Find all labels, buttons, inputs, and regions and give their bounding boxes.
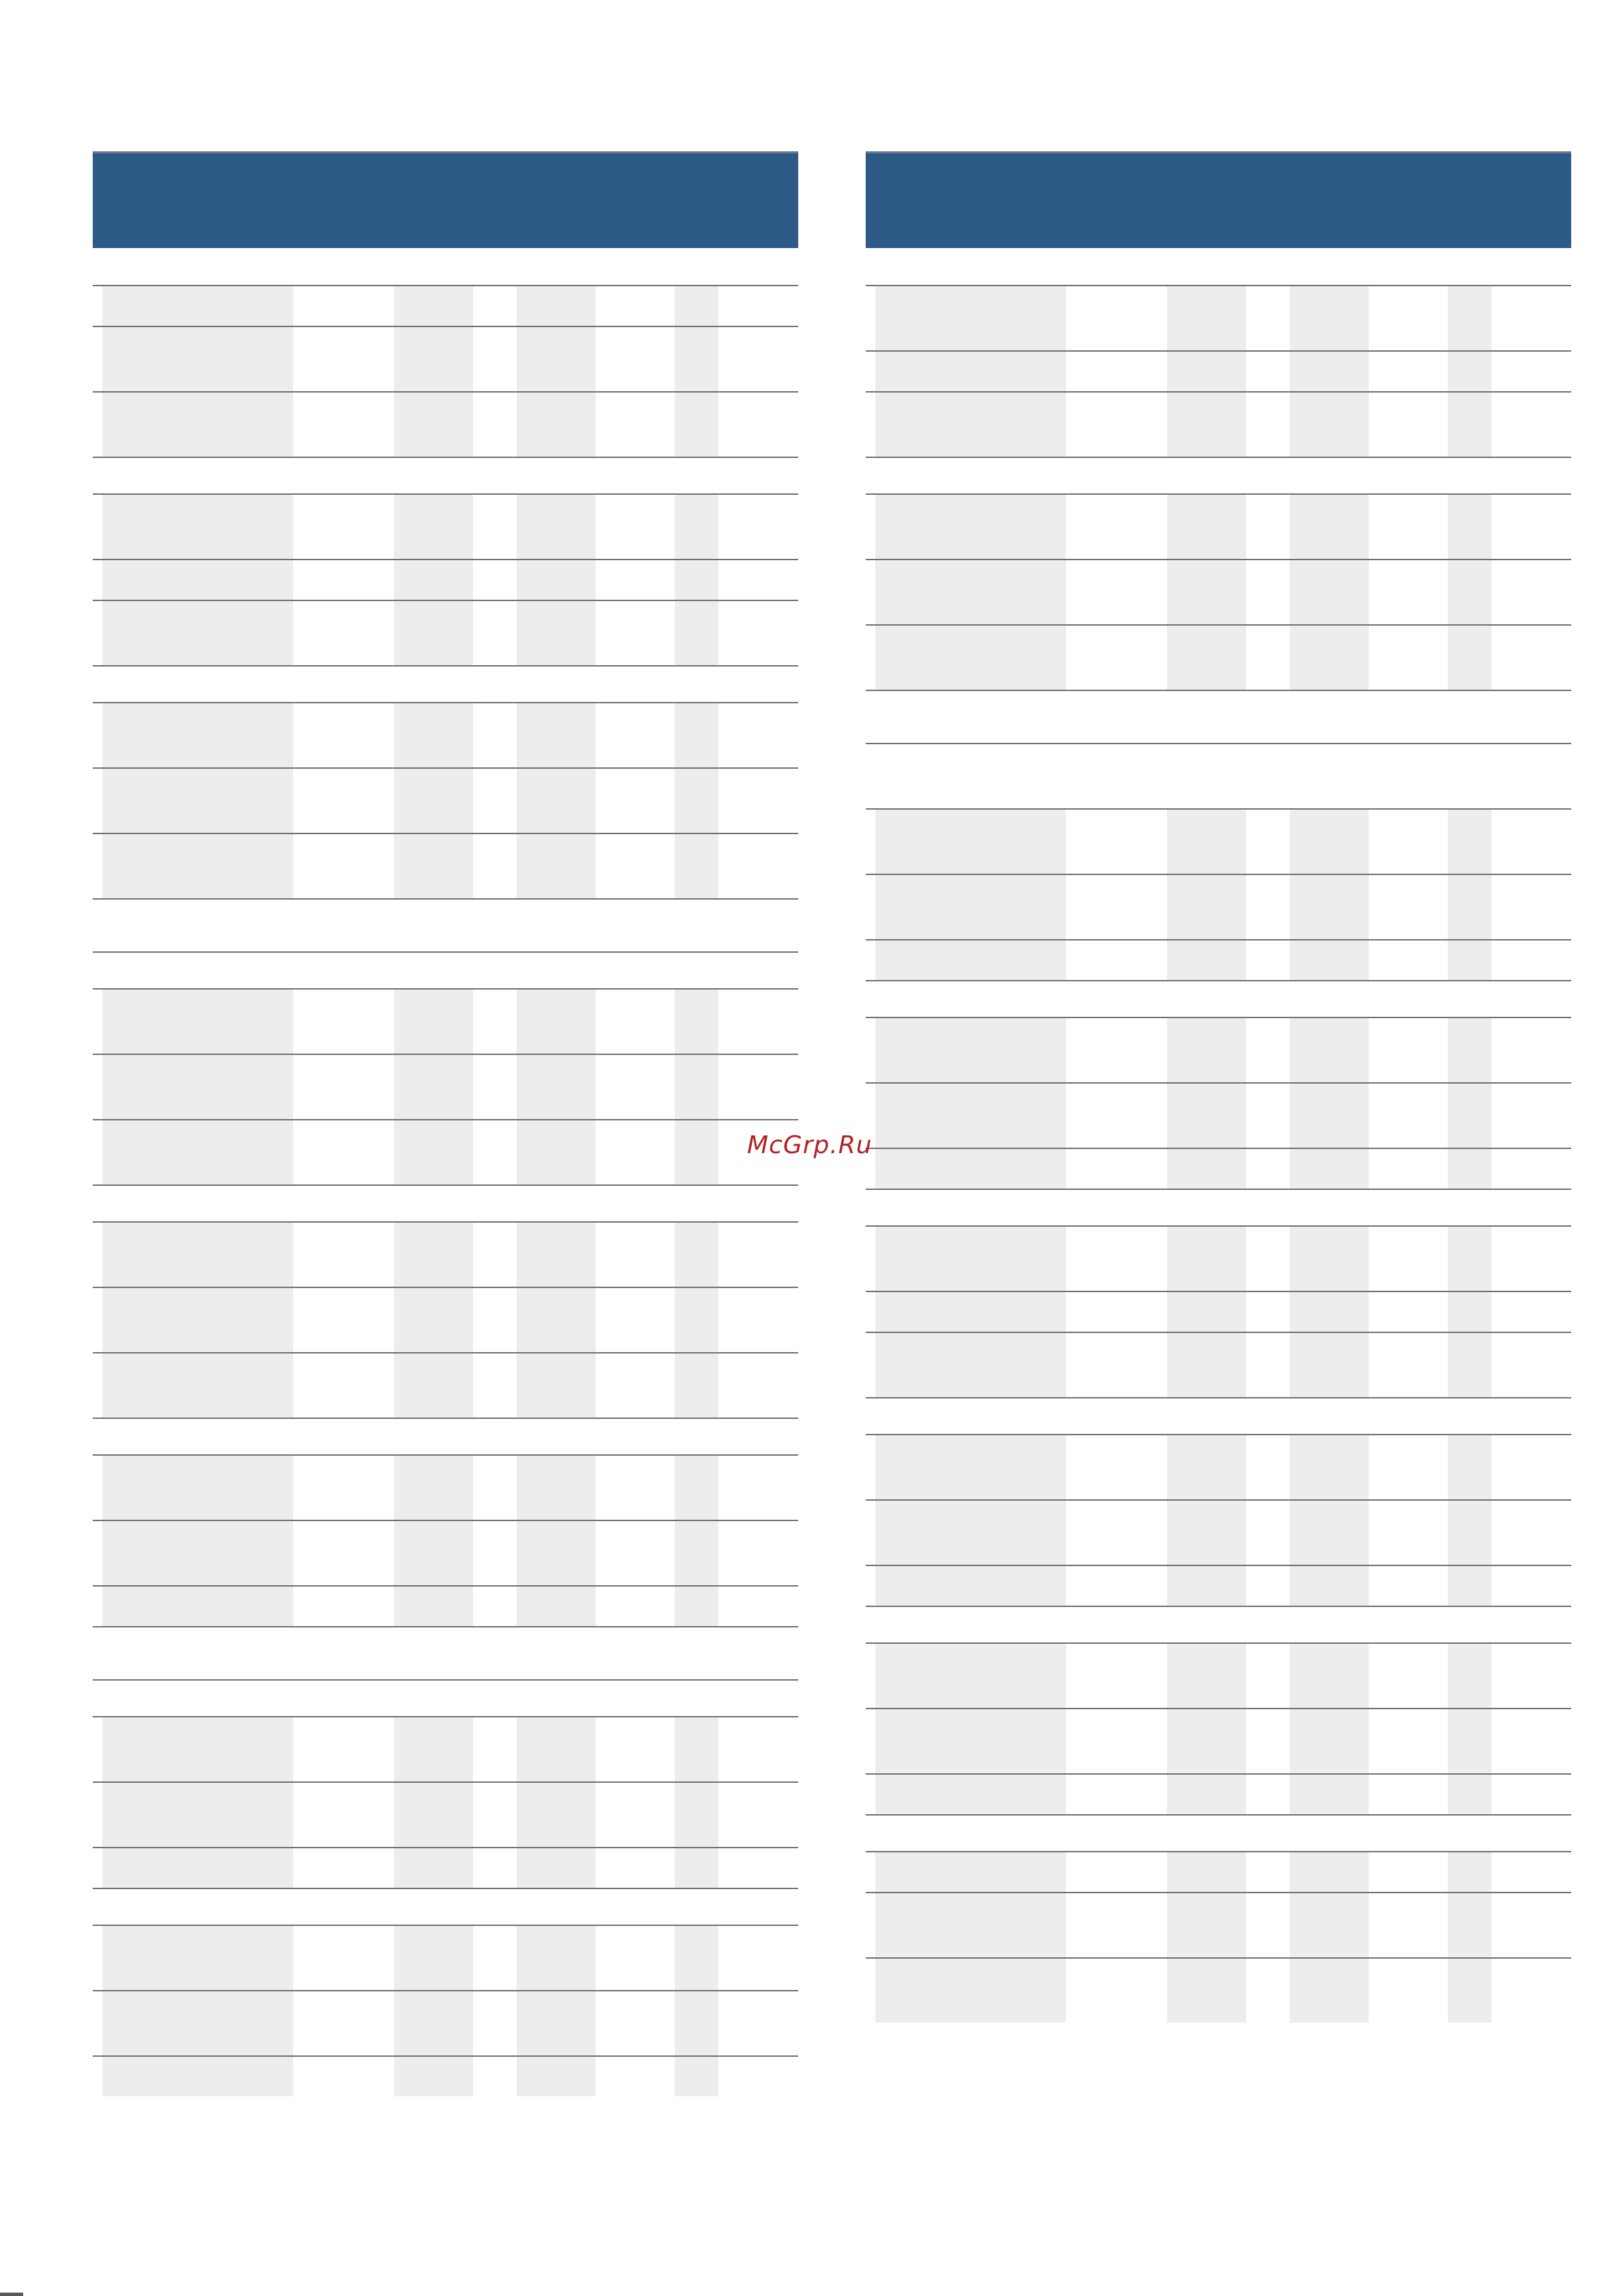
spec-table-right <box>866 151 1571 248</box>
column-shade-right-5-0 <box>875 1435 1066 1606</box>
column-shade-right-5-2 <box>1290 1435 1369 1606</box>
column-shade-left-3-0 <box>102 990 293 1184</box>
column-shade-right-3-1 <box>1167 1018 1246 1189</box>
row-divider-left-18 <box>93 1287 798 1288</box>
row-divider-left-12 <box>93 951 798 953</box>
row-divider-left-17 <box>93 1221 798 1223</box>
row-divider-right-1 <box>866 350 1571 352</box>
row-divider-left-5 <box>93 559 798 560</box>
row-divider-left-28 <box>93 1847 798 1848</box>
column-shade-right-3-2 <box>1290 1018 1369 1189</box>
row-divider-right-5 <box>866 559 1571 560</box>
column-shade-left-2-3 <box>675 703 718 898</box>
column-shade-left-6-1 <box>394 1717 473 1888</box>
row-divider-right-12 <box>866 980 1571 981</box>
column-shade-left-1-1 <box>394 495 473 665</box>
column-shade-right-0-0 <box>875 286 1066 457</box>
row-divider-right-6 <box>866 624 1571 626</box>
row-divider-left-10 <box>93 833 798 834</box>
column-shade-left-0-3 <box>675 286 718 457</box>
row-divider-right-20 <box>866 1397 1571 1398</box>
row-divider-left-30 <box>93 1925 798 1926</box>
row-divider-left-27 <box>93 1781 798 1783</box>
column-shade-left-0-0 <box>102 286 293 457</box>
column-shade-right-4-3 <box>1448 1227 1491 1397</box>
row-divider-right-29 <box>866 1851 1571 1852</box>
row-divider-right-26 <box>866 1708 1571 1709</box>
column-shade-right-6-1 <box>1167 1644 1246 1814</box>
column-shade-left-6-3 <box>675 1717 718 1888</box>
row-divider-right-27 <box>866 1773 1571 1775</box>
column-shade-right-1-1 <box>1167 495 1246 690</box>
table-header-right <box>866 151 1571 248</box>
column-shade-left-7-3 <box>675 1926 718 2096</box>
row-divider-left-25 <box>93 1679 798 1681</box>
row-divider-right-21 <box>866 1434 1571 1435</box>
row-divider-right-19 <box>866 1332 1571 1333</box>
column-shade-right-3-0 <box>875 1018 1066 1189</box>
column-shade-left-0-2 <box>517 286 596 457</box>
column-shade-right-4-2 <box>1290 1227 1369 1397</box>
row-divider-right-10 <box>866 874 1571 875</box>
row-divider-right-22 <box>866 1499 1571 1501</box>
column-shade-right-1-2 <box>1290 495 1369 690</box>
row-divider-left-11 <box>93 898 798 900</box>
row-divider-left-14 <box>93 1054 798 1055</box>
row-divider-left-7 <box>93 665 798 667</box>
row-divider-left-9 <box>93 767 798 769</box>
column-shade-left-5-1 <box>394 1456 473 1626</box>
row-divider-left-19 <box>93 1352 798 1353</box>
column-shade-left-4-3 <box>675 1223 718 1418</box>
column-shade-right-4-0 <box>875 1227 1066 1397</box>
row-divider-left-15 <box>93 1119 798 1120</box>
row-divider-right-2 <box>866 391 1571 393</box>
row-divider-left-16 <box>93 1184 798 1186</box>
column-shade-right-2-0 <box>875 810 1066 980</box>
column-shade-right-4-1 <box>1167 1227 1246 1397</box>
row-divider-left-3 <box>93 457 798 458</box>
column-shade-left-1-0 <box>102 495 293 665</box>
column-shade-left-4-1 <box>394 1223 473 1418</box>
spec-table-left <box>93 151 798 248</box>
column-shade-left-2-0 <box>102 703 293 898</box>
row-divider-right-15 <box>866 1148 1571 1149</box>
row-divider-left-8 <box>93 702 798 703</box>
column-shade-left-5-2 <box>517 1456 596 1626</box>
column-shade-left-5-0 <box>102 1456 293 1626</box>
column-shade-left-4-2 <box>517 1223 596 1418</box>
table-header-left <box>93 151 798 248</box>
row-divider-right-9 <box>866 808 1571 810</box>
row-divider-left-24 <box>93 1626 798 1627</box>
row-divider-left-1 <box>93 326 798 327</box>
row-divider-left-32 <box>93 2055 798 2057</box>
row-divider-left-13 <box>93 988 798 990</box>
row-divider-right-14 <box>866 1082 1571 1084</box>
column-shade-left-7-1 <box>394 1926 473 2096</box>
column-shade-left-6-2 <box>517 1717 596 1888</box>
column-shade-left-3-2 <box>517 990 596 1184</box>
column-shade-right-7-0 <box>875 1852 1066 2023</box>
row-divider-right-11 <box>866 939 1571 940</box>
row-divider-right-24 <box>866 1606 1571 1607</box>
row-divider-left-22 <box>93 1520 798 1521</box>
column-shade-right-6-2 <box>1290 1644 1369 1814</box>
row-divider-left-0 <box>93 285 798 286</box>
column-shade-right-6-0 <box>875 1644 1066 1814</box>
row-divider-right-0 <box>866 285 1571 286</box>
row-divider-right-23 <box>866 1565 1571 1566</box>
column-shade-right-2-3 <box>1448 810 1491 980</box>
row-divider-right-3 <box>866 457 1571 458</box>
column-shade-right-2-2 <box>1290 810 1369 980</box>
row-divider-right-8 <box>866 743 1571 744</box>
column-shade-right-5-1 <box>1167 1435 1246 1606</box>
row-divider-left-29 <box>93 1888 798 1889</box>
row-divider-right-31 <box>866 1957 1571 1959</box>
page-corner-mark <box>0 2293 23 2296</box>
column-shade-left-4-0 <box>102 1223 293 1418</box>
column-shade-left-6-0 <box>102 1717 293 1888</box>
column-shade-right-6-3 <box>1448 1644 1491 1814</box>
row-divider-right-7 <box>866 690 1571 691</box>
column-shade-right-0-2 <box>1290 286 1369 457</box>
column-shade-right-1-3 <box>1448 495 1491 690</box>
row-divider-left-21 <box>93 1454 798 1456</box>
row-divider-left-23 <box>93 1585 798 1587</box>
column-shade-left-1-2 <box>517 495 596 665</box>
column-shade-left-7-0 <box>102 1926 293 2096</box>
column-shade-left-3-1 <box>394 990 473 1184</box>
column-shade-right-5-3 <box>1448 1435 1491 1606</box>
column-shade-right-3-3 <box>1448 1018 1491 1189</box>
column-shade-left-5-3 <box>675 1456 718 1626</box>
column-shade-left-2-1 <box>394 703 473 898</box>
column-shade-left-0-1 <box>394 286 473 457</box>
row-divider-right-4 <box>866 493 1571 495</box>
row-divider-left-20 <box>93 1418 798 1419</box>
row-divider-left-6 <box>93 600 798 601</box>
row-divider-right-18 <box>866 1291 1571 1292</box>
column-shade-left-7-2 <box>517 1926 596 2096</box>
column-shade-right-7-2 <box>1290 1852 1369 2023</box>
row-divider-right-30 <box>866 1892 1571 1893</box>
column-shade-right-7-1 <box>1167 1852 1246 2023</box>
row-divider-left-2 <box>93 391 798 393</box>
column-shade-left-3-3 <box>675 990 718 1184</box>
column-shade-right-7-3 <box>1448 1852 1491 2023</box>
column-shade-right-2-1 <box>1167 810 1246 980</box>
row-divider-right-25 <box>866 1642 1571 1644</box>
column-shade-right-1-0 <box>875 495 1066 690</box>
column-shade-left-1-3 <box>675 495 718 665</box>
watermark-text: McGrp.Ru <box>747 1131 873 1159</box>
column-shade-right-0-1 <box>1167 286 1246 457</box>
row-divider-right-17 <box>866 1225 1571 1227</box>
row-divider-right-13 <box>866 1017 1571 1018</box>
row-divider-left-31 <box>93 1990 798 1991</box>
row-divider-right-16 <box>866 1189 1571 1190</box>
row-divider-right-28 <box>866 1814 1571 1816</box>
column-shade-left-2-2 <box>517 703 596 898</box>
row-divider-left-26 <box>93 1716 798 1717</box>
row-divider-left-4 <box>93 493 798 495</box>
column-shade-right-0-3 <box>1448 286 1491 457</box>
